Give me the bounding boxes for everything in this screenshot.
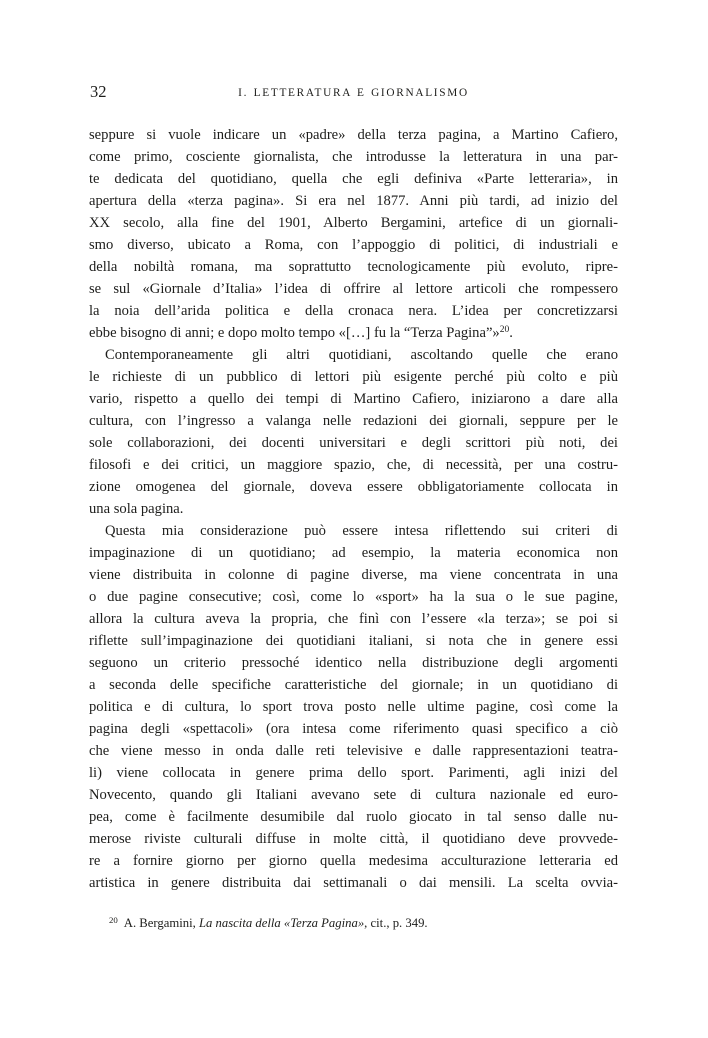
line-text: ebbe bisogno di anni; e dopo molto tempo «[…] fu la “Terza Pagina”» (89, 325, 500, 341)
text-line: Questa mia considerazione può essere intesa riflettendo sui criteri di (105, 523, 618, 539)
body-text (89, 124, 618, 894)
text-line: vario, rispetto a quello dei tempi di Martino Cafiero, iniziarono a dare alla (89, 391, 618, 407)
text-line: se sul «Giornale d’Italia» l’idea di offrire al lettore articoli che rompessero (89, 281, 618, 297)
text-line: re a fornire giorno per giorno quella medesima acculturazione letteraria ed (89, 853, 618, 869)
text-line: la noia dell’arida politica e della cronaca nera. L’idea per concretizzarsi (89, 303, 618, 319)
text-line: della nobiltà romana, ma soprattutto tecnologicamente più evoluto, ripre- (89, 259, 618, 275)
text-line: cultura, con l’ingresso a valanga nelle redazioni dei giornali, seppure per le (89, 413, 618, 429)
text-line: li) viene collocata in genere prima dello sport. Parimenti, agli inizi del (89, 765, 618, 781)
footnote-text: A. Bergamini, (123, 916, 199, 930)
footnote-title-italic: La nascita della «Terza Pagina» (198, 916, 365, 930)
text-line: riflette sull’impaginazione dei quotidiani italiani, si nota che in genere essi (89, 633, 618, 649)
text-line: o due pagine consecutive; così, come lo «sport» ha la sua o le sue pagine, (89, 589, 618, 605)
text-line: apertura della «terza pagina». Si era nel 1877. Anni più tardi, ad inizio del (89, 193, 618, 209)
text-line: una sola pagina. (89, 501, 184, 517)
page-number: 32 (90, 82, 107, 101)
text-line: filosofi e dei critici, un maggiore spazio, che, di necessità, per una costru- (89, 457, 618, 473)
text-line (89, 322, 618, 344)
text-line: politica e di cultura, lo sport trova posto nelle ultime pagine, così come la (89, 699, 618, 715)
footnote-marker: 20 (109, 915, 118, 925)
text-line: XX secolo, alla fine del 1901, Alberto Bergamini, artefice di un giornali- (89, 215, 618, 231)
footnote (89, 915, 618, 932)
text-line: come primo, cosciente giornalista, che introdusse la letteratura in una par- (89, 149, 618, 165)
text-line: Contemporaneamente gli altri quotidiani, ascoltando quelle che erano (105, 347, 618, 363)
text-line: le richieste di un pubblico di lettori più esigente perché più colto e più (89, 369, 618, 385)
text-line: che viene messo in onda dalle reti televisive e dalle rappresentazioni teatra- (89, 743, 618, 759)
text-line: pagina degli «spettacoli» (ora intesa come riferimento quasi specifico a ciò (89, 721, 618, 737)
running-title: I. LETTERATURA E GIORNALISMO (238, 87, 469, 99)
text-line: sole collaborazioni, dei docenti universitari e degli scrittori più noti, dei (89, 435, 618, 451)
text-line: zione omogenea del giornale, doveva essere obbligatoriamente collocata in (89, 479, 618, 495)
text-line: Novecento, quando gli Italiani avevano sete di cultura nazionale ed euro- (89, 787, 618, 803)
page-header (89, 83, 618, 103)
text-line: impaginazione di un quotidiano; ad esempio, la materia economica non (89, 545, 618, 561)
text-line: te dedicata del quotidiano, quella che egli definiva «Parte letteraria», in (89, 171, 618, 187)
footnote-text: , cit., p. 349. (364, 916, 428, 930)
text-line: allora la cultura aveva la propria, che finì con l’essere «la terza»; se poi si (89, 611, 618, 627)
paragraph (89, 520, 618, 894)
paragraph (89, 344, 618, 520)
footnote-ref: 20 (499, 325, 510, 335)
text-line: viene distribuita in colonne di pagine diverse, ma viene concentrata in una (89, 567, 618, 583)
text-line: seppure si vuole indicare un «padre» della terza pagina, a Martino Cafiero, (89, 127, 618, 143)
text-line: smo diverso, ubicato a Roma, con l’appoggio di politici, di industriali e (89, 237, 618, 253)
line-text: . (509, 325, 513, 341)
paragraph (89, 124, 618, 322)
text-line: pea, come è facilmente desumibile dal ruolo giocato in tal senso dalle nu- (89, 809, 618, 825)
text-line: artistica in genere distribuita dai settimanali o dai mensili. La scelta ovvia- (89, 875, 618, 891)
text-line: seguono un criterio pressoché identico nella distribuzione degli argomenti (89, 655, 618, 671)
text-line: a seconda delle specifiche caratteristiche del giornale; in un quotidiano di (89, 677, 618, 693)
text-line: merose riviste culturali diffuse in molte città, il quotidiano deve provvede- (89, 831, 618, 847)
